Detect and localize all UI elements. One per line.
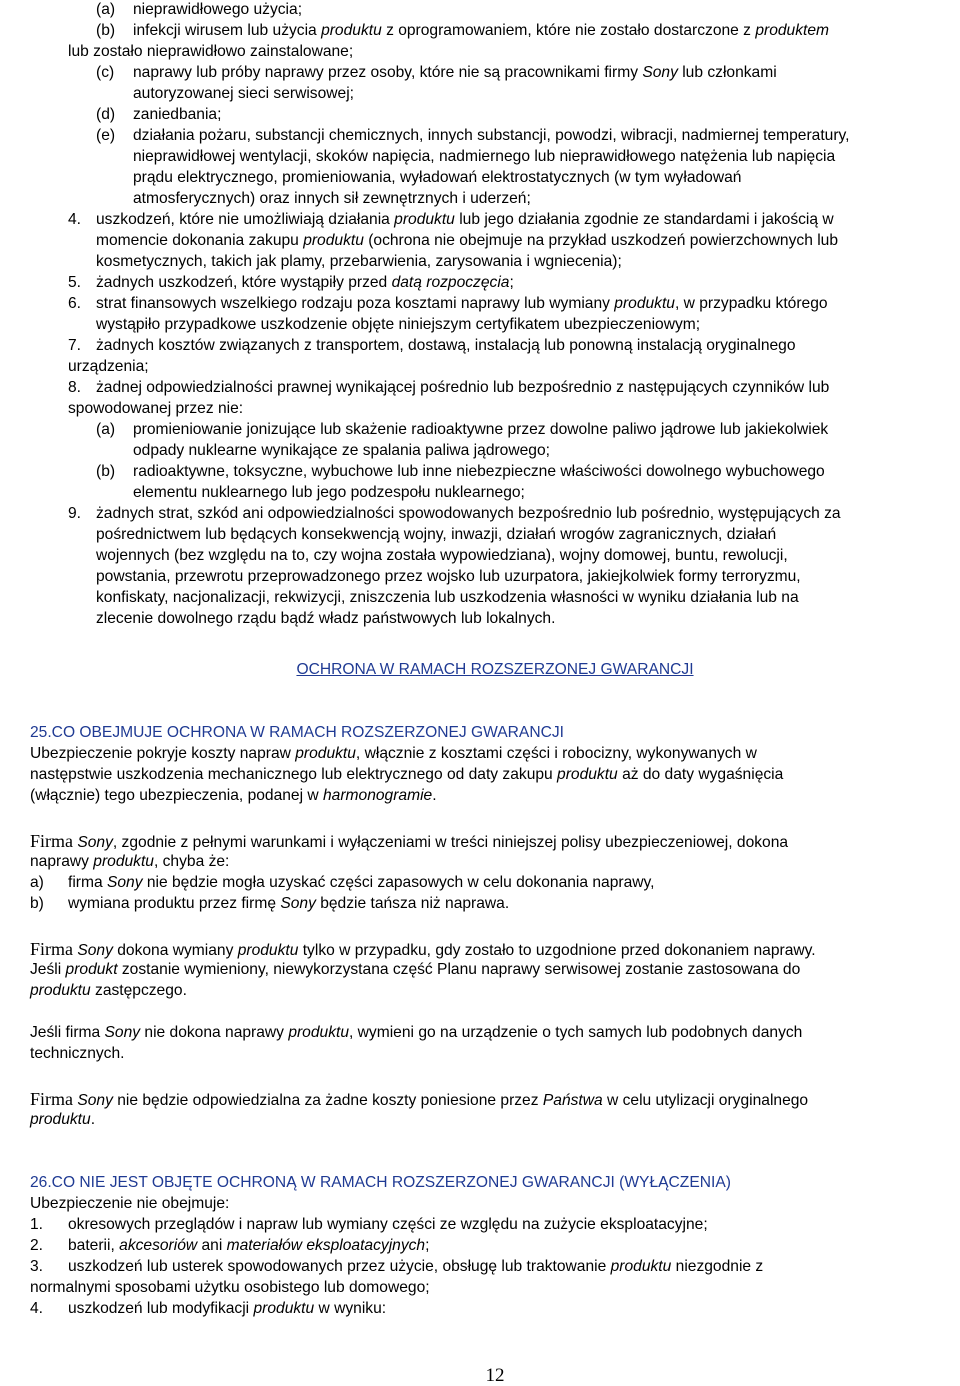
s25-p1-line3: (włącznie) tego ubezpieczenia, podanej w harmonogramie.: [30, 787, 437, 804]
item-8a-line2: odpady nuklearne wynikające ze spalania paliwa jądrowego;: [133, 442, 550, 459]
s25-p3-line3: produktu zastępczego.: [30, 982, 187, 999]
item-9-line1: żadnych strat, szkód ani odpowiedzialności spowodowanych bezpośrednio lub pośrednio, występujących za: [96, 505, 841, 522]
list-label-e: (e): [96, 127, 116, 144]
s25-p4-line1: Jeśli firma Sony nie dokona naprawy produktu, wymieni go na urządzenie o tych samych lub podobnych danych: [30, 1024, 803, 1041]
s25-p5-line1: Firma Sony nie będzie odpowiedzialna za żadne koszty poniesione przez Państwa w celu utylizacji oryginalnego: [30, 1089, 809, 1109]
s25-list-item-a: firma Sony nie będzie mogła uzyskać części zapasowych w celu dokonania naprawy,: [68, 874, 655, 891]
list-item-c: naprawy lub próby naprawy przez osoby, które nie są pracownikami firmy Sony lub członkami: [133, 64, 777, 81]
list-label-a: (a): [96, 1, 116, 18]
item-8b-label: (b): [96, 463, 116, 480]
s26-item-number-2: 2.: [30, 1237, 44, 1254]
item-number-9: 9.: [68, 505, 82, 522]
s25-p4-line2: technicznych.: [30, 1045, 125, 1062]
item-number-5: 5.: [68, 274, 82, 291]
item-6-line1: strat finansowych wszelkiego rodzaju poza kosztami naprawy lub wymiany produktu, w przypadku którego: [96, 295, 828, 312]
s26-item-2: baterii, akcesoriów ani materiałów eksploatacyjnych;: [68, 1237, 430, 1254]
item-8a-label: (a): [96, 421, 116, 438]
item-9-line2: pośrednictwem lub będących konsekwencją wojny, inwazji, działań wrogów zagranicznych, działań: [96, 526, 777, 543]
item-number-8: 8.: [68, 379, 82, 396]
item-9-line3: wojennych (bez względu na to, czy wojna została wypowiedziana), wojny domowej, buntu, rewolucji,: [96, 547, 788, 564]
s26-item-1: okresowych przeglądów i napraw lub wymiany części ze względu na zużycie eksploatacyjne;: [68, 1216, 708, 1233]
item-8b-line2: elementu nuklearnego lub jego podzespołu nuklearnego;: [133, 484, 525, 501]
s26-item-3-line2: normalnymi sposobami użytku osobistego lub domowego;: [30, 1279, 430, 1296]
s26-item-number-1: 1.: [30, 1216, 44, 1233]
s25-list-label-a: a): [30, 874, 44, 891]
item-6-line2: wystąpiło przypadkowe uszkodzenie objęte niniejszym certyfikatem ubezpieczeniowym;: [96, 316, 701, 333]
list-item-e-cont3: atmosferycznych) oraz innych sił zewnętrznych i uderzeń;: [133, 190, 531, 207]
item-9-line5: konfiskaty, nacjonalizacji, rekwizycji, zniszczenia lub uszkodzenia własności w wyniku działania lub na: [96, 589, 799, 606]
s25-p5-line2: produktu.: [30, 1111, 96, 1128]
s25-p3-line1: Firma Sony dokona wymiany produktu tylko w przypadku, gdy zostało to uzgodnione przed dokonaniem naprawy.: [30, 939, 816, 959]
s25-p2-line2: naprawy produktu, chyba że:: [30, 853, 230, 870]
list-item-b-cont: lub zostało nieprawidłowo zainstalowane;: [68, 43, 354, 60]
list-item-e-cont2: prądu elektrycznego, promieniowania, wyładowań elektrostatycznych (w tym wyładowań: [133, 169, 742, 186]
s25-p1-line1: Ubezpieczenie pokryje koszty napraw produktu, włącznie z kosztami części i robocizny, wykonywanych w: [30, 745, 757, 762]
list-item-d: zaniedbania;: [133, 106, 222, 123]
list-item-b: infekcji wirusem lub użycia produktu z oprogramowaniem, które nie zostało dostarczone z produktem: [133, 22, 830, 39]
list-item-e: działania pożaru, substancji chemicznych, innych substancji, powodzi, wibracji, nadmiernej temperatury,: [133, 127, 850, 144]
s26-intro: Ubezpieczenie nie obejmuje:: [30, 1195, 230, 1212]
section-26-heading: 26.CO NIE JEST OBJĘTE OCHRONĄ W RAMACH ROZSZERZONEJ GWARANCJI (WYŁĄCZENIA): [30, 1174, 731, 1191]
item-8b-line1: radioaktywne, toksyczne, wybuchowe lub inne niebezpieczne właściwości dowolnego wybuchowego: [133, 463, 825, 480]
list-item-c-cont: autoryzowanej sieci serwisowej;: [133, 85, 355, 102]
section-title: OCHRONA W RAMACH ROZSZERZONEJ GWARANCJI: [296, 661, 694, 678]
s25-p2-line1: Firma Sony, zgodnie z pełnymi warunkami i wyłączeniami w treści niniejszej polisy ubezpieczeniowej, dokona: [30, 831, 789, 851]
item-4-line3: kosmetycznych, takich jak plamy, przebarwienia, zarysowania i wgniecenia);: [96, 253, 622, 270]
item-number-4: 4.: [68, 211, 82, 228]
item-8a-line1: promieniowanie jonizujące lub skażenie radioaktywne przez dowolne paliwo jądrowe lub jakiekolwiek: [133, 421, 829, 438]
list-label-b: (b): [96, 22, 116, 39]
item-9-line4: powstania, przewrotu przeprowadzonego przez wojsko lub uzurpatora, jakiejkolwiek formy terroryzmu,: [96, 568, 801, 585]
s26-item-number-3: 3.: [30, 1258, 44, 1275]
s26-item-4: uszkodzeń lub modyfikacji produktu w wyniku:: [68, 1300, 387, 1317]
item-4-line2: momencie dokonania zakupu produktu (ochrona nie obejmuje na przykład uszkodzeń powierzchownych lub: [96, 232, 839, 249]
s25-list-item-b: wymiana produktu przez firmę Sony będzie tańsza niż naprawa.: [68, 895, 510, 912]
s26-item-number-4: 4.: [30, 1300, 44, 1317]
list-label-d: (d): [96, 106, 116, 123]
section-25-heading: 25.CO OBEJMUJE OCHRONA W RAMACH ROZSZERZONEJ GWARANCJI: [30, 724, 564, 741]
list-item-a: nieprawidłowego użycia;: [133, 1, 303, 18]
item-7-line1: żadnych kosztów związanych z transportem, dostawą, instalacją lub ponowną instalacją oryginalnego: [96, 337, 796, 354]
list-label-c: (c): [96, 64, 115, 81]
s26-item-3-line1: uszkodzeń lub usterek spowodowanych przez użycie, obsługę lub traktowanie produktu niezgodnie z: [68, 1258, 764, 1275]
item-8-line2: spowodowanej przez nie:: [68, 400, 244, 417]
item-7-line2: urządzenia;: [68, 358, 149, 375]
item-number-6: 6.: [68, 295, 82, 312]
s25-p3-line2: Jeśli produkt zostanie wymieniony, niewykorzystana część Planu naprawy serwisowej zostanie zastosowana do: [30, 961, 801, 978]
page-number: 12: [485, 1365, 505, 1386]
item-5-line1: żadnych uszkodzeń, które wystąpiły przed datą rozpoczęcia;: [96, 274, 514, 291]
list-item-e-cont1: nieprawidłowej wentylacji, skoków napięcia, nadmiernego lub nieprawidłowego natężenia lub napięcia: [133, 148, 836, 165]
item-8-line1: żadnej odpowiedzialności prawnej wynikającej pośrednio lub bezpośrednio z następujących czynników lub: [96, 379, 830, 396]
item-4-line1: uszkodzeń, które nie umożliwiają działania produktu lub jego działania zgodnie ze standardami i jakością w: [96, 211, 834, 228]
s25-list-label-b: b): [30, 895, 44, 912]
item-number-7: 7.: [68, 337, 82, 354]
s25-p1-line2: następstwie uszkodzenia mechanicznego lub elektrycznego od daty zakupu produktu aż do daty wygaśnięcia: [30, 766, 784, 783]
item-9-line6: zlecenie dowolnego rządu bądź władz państwowych lub lokalnych.: [96, 610, 556, 627]
